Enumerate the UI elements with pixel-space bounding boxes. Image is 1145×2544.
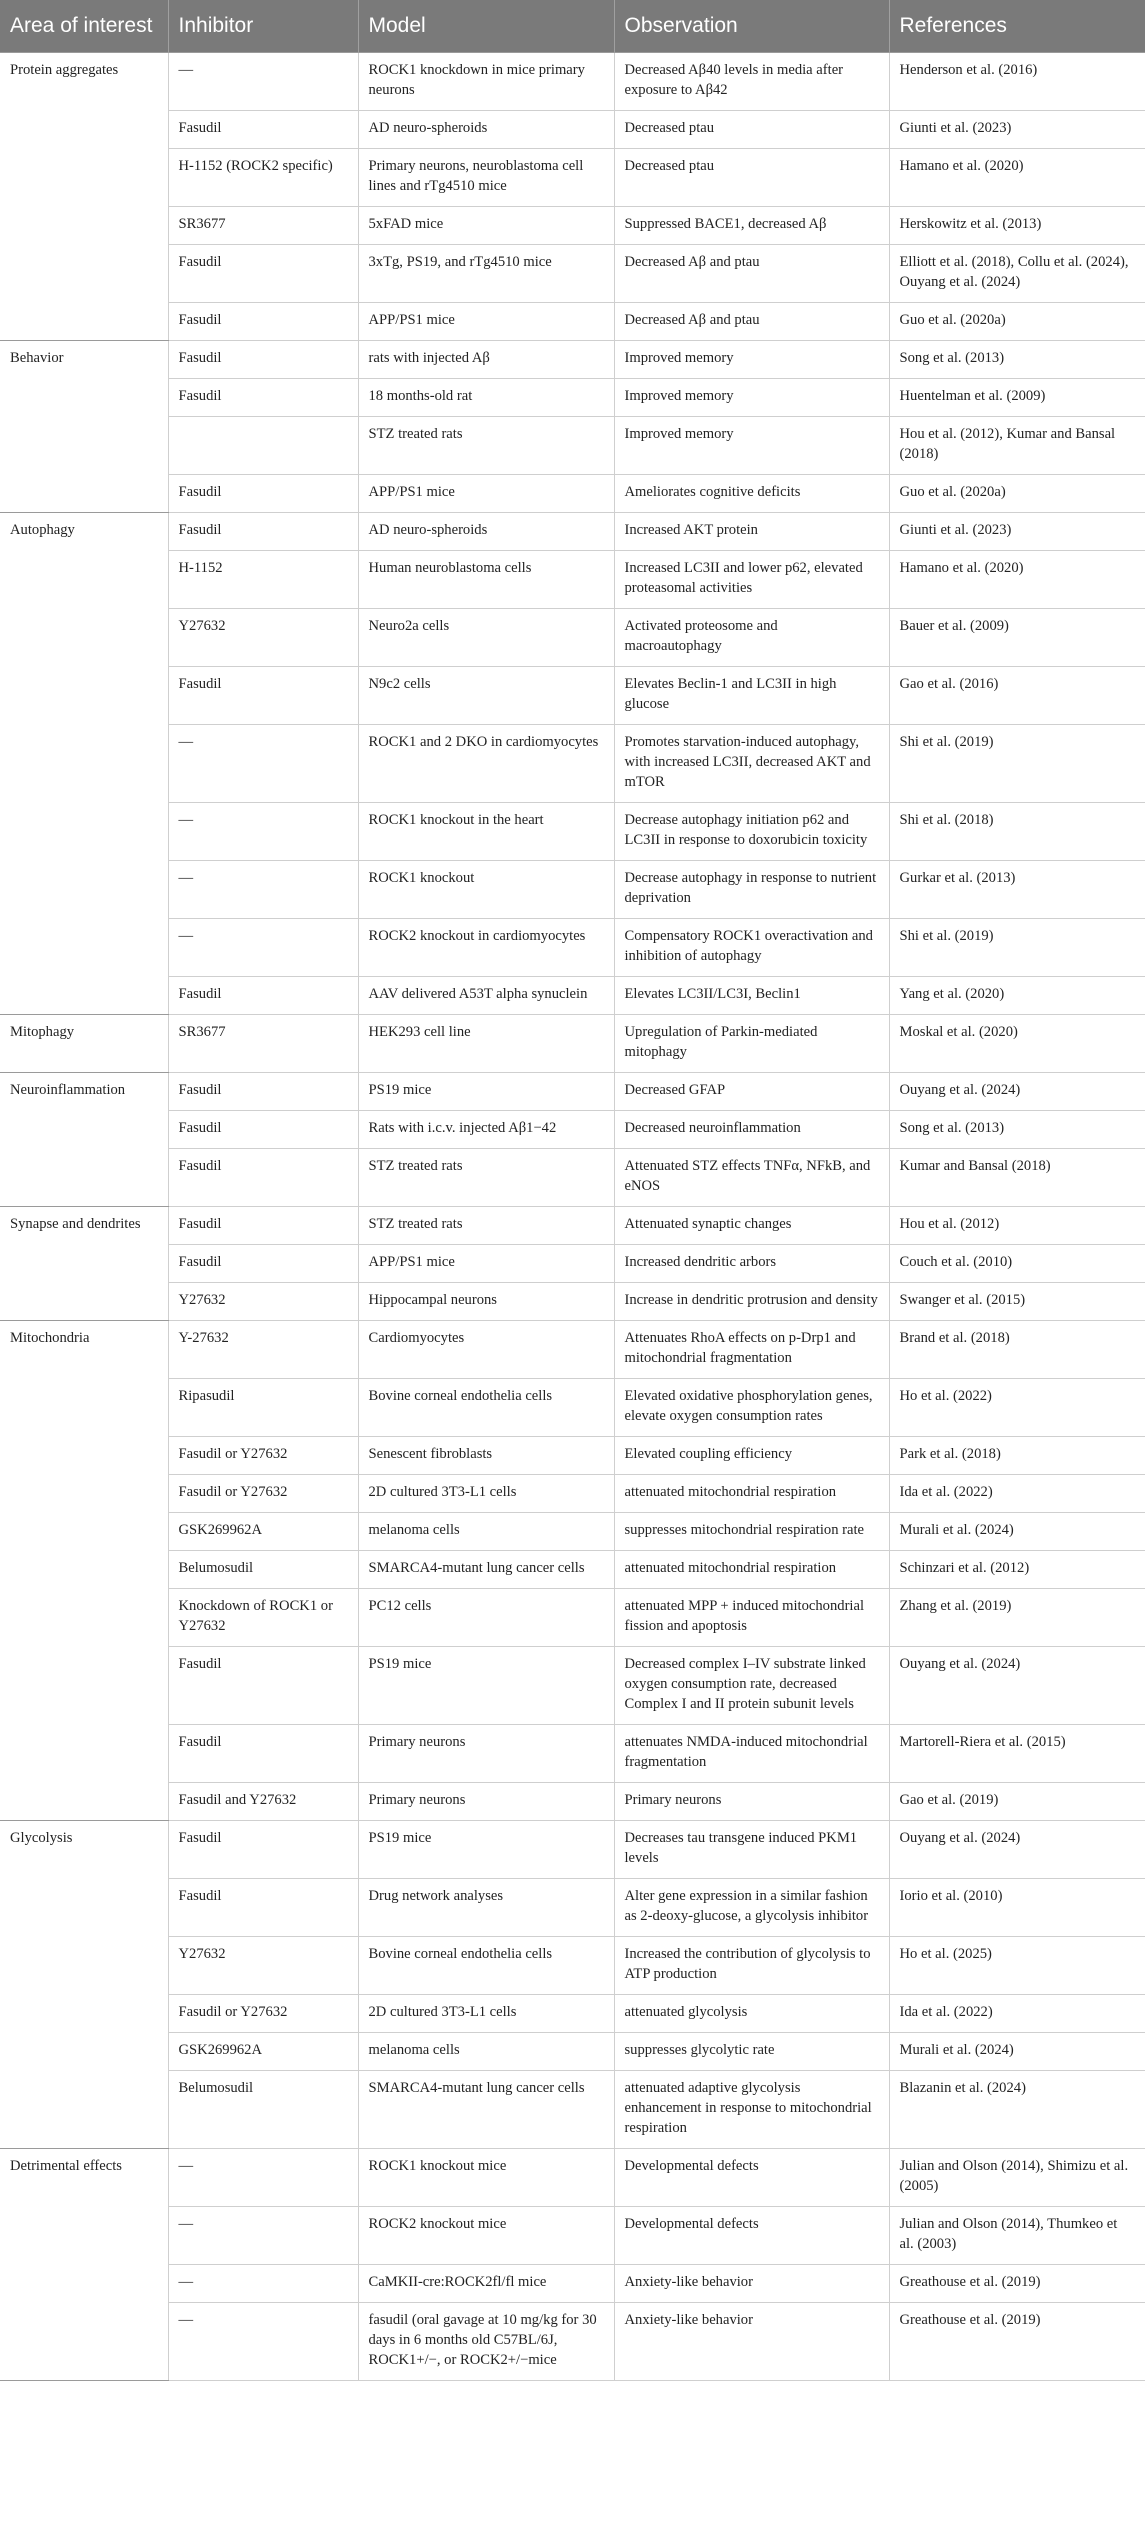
observation-cell: Compensatory ROCK1 overactivation and inhibition of autophagy — [614, 919, 889, 977]
inhibitor-cell: Fasudil — [168, 341, 358, 379]
reference-cell: Song et al. (2013) — [889, 341, 1145, 379]
model-cell: ROCK2 knockout in cardiomyocytes — [358, 919, 614, 977]
model-cell: 2D cultured 3T3-L1 cells — [358, 1995, 614, 2033]
model-cell: Primary neurons — [358, 1725, 614, 1783]
reference-cell: Guo et al. (2020a) — [889, 303, 1145, 341]
reference-cell: Ouyang et al. (2024) — [889, 1821, 1145, 1879]
observation-cell: Decrease autophagy initiation p62 and LC3II in response to doxorubicin toxicity — [614, 803, 889, 861]
observation-cell: Increased AKT protein — [614, 513, 889, 551]
reference-cell: Ouyang et al. (2024) — [889, 1073, 1145, 1111]
area-of-interest-cell: Neuroinflammation — [0, 1073, 168, 1207]
table-row — [0, 551, 1145, 609]
table-row — [0, 2207, 1145, 2265]
model-cell: Hippocampal neurons — [358, 1283, 614, 1321]
reference-cell: Hamano et al. (2020) — [889, 149, 1145, 207]
inhibitor-cell: Fasudil — [168, 111, 358, 149]
area-of-interest-cell: Synapse and dendrites — [0, 1207, 168, 1321]
model-cell: N9c2 cells — [358, 667, 614, 725]
table-row — [0, 1015, 1145, 1073]
observation-cell: Anxiety-like behavior — [614, 2303, 889, 2381]
inhibitor-cell: Y27632 — [168, 609, 358, 667]
inhibitor-cell: Fasudil — [168, 1207, 358, 1245]
model-cell: AD neuro-spheroids — [358, 111, 614, 149]
reference-cell: Greathouse et al. (2019) — [889, 2265, 1145, 2303]
reference-cell: Ida et al. (2022) — [889, 1995, 1145, 2033]
observation-cell: Attenuated synaptic changes — [614, 1207, 889, 1245]
table-row — [0, 303, 1145, 341]
table-row — [0, 1149, 1145, 1207]
model-cell: ROCK1 knockdown in mice primary neurons — [358, 53, 614, 111]
model-cell: PS19 mice — [358, 1073, 614, 1111]
observation-cell: attenuated mitochondrial respiration — [614, 1475, 889, 1513]
table-row — [0, 1937, 1145, 1995]
observation-cell: suppresses mitochondrial respiration rate — [614, 1513, 889, 1551]
inhibitor-cell: Fasudil — [168, 245, 358, 303]
observation-cell: Decrease autophagy in response to nutrient deprivation — [614, 861, 889, 919]
observation-cell: Increase in dendritic protrusion and density — [614, 1283, 889, 1321]
inhibitor-cell: Fasudil — [168, 1879, 358, 1937]
reference-cell: Ida et al. (2022) — [889, 1475, 1145, 1513]
table-row — [0, 1111, 1145, 1149]
table-row — [0, 667, 1145, 725]
model-cell: ROCK1 and 2 DKO in cardiomyocytes — [358, 725, 614, 803]
observation-cell: Upregulation of Parkin-mediated mitophagy — [614, 1015, 889, 1073]
reference-cell: Swanger et al. (2015) — [889, 1283, 1145, 1321]
reference-cell: Yang et al. (2020) — [889, 977, 1145, 1015]
table-row — [0, 609, 1145, 667]
model-cell: SMARCA4-mutant lung cancer cells — [358, 2071, 614, 2149]
inhibitor-cell: Belumosudil — [168, 2071, 358, 2149]
observation-cell: Activated proteosome and macroautophagy — [614, 609, 889, 667]
inhibitor-cell: — — [168, 2265, 358, 2303]
table-row — [0, 2265, 1145, 2303]
inhibitor-cell: — — [168, 919, 358, 977]
reference-cell: Hou et al. (2012) — [889, 1207, 1145, 1245]
table-row — [0, 1551, 1145, 1589]
area-of-interest-cell: Behavior — [0, 341, 168, 513]
inhibitor-cell: — — [168, 2207, 358, 2265]
observation-cell: Decreased complex I–IV substrate linked oxygen consumption rate, decreased Complex I and II protein subunit levels — [614, 1647, 889, 1725]
table-row — [0, 1821, 1145, 1879]
observation-cell: Improved memory — [614, 417, 889, 475]
inhibitor-cell: Fasudil — [168, 977, 358, 1015]
reference-cell: Julian and Olson (2014), Thumkeo et al. (2003) — [889, 2207, 1145, 2265]
table-row — [0, 53, 1145, 111]
model-cell: AD neuro-spheroids — [358, 513, 614, 551]
reference-cell: Ho et al. (2025) — [889, 1937, 1145, 1995]
table-row — [0, 513, 1145, 551]
model-cell: SMARCA4-mutant lung cancer cells — [358, 1551, 614, 1589]
model-cell: melanoma cells — [358, 1513, 614, 1551]
inhibitor-cell: SR3677 — [168, 1015, 358, 1073]
header-references: References — [889, 0, 1145, 53]
model-cell: ROCK2 knockout mice — [358, 2207, 614, 2265]
inhibitor-cell: Fasudil or Y27632 — [168, 1475, 358, 1513]
observation-cell: Increased dendritic arbors — [614, 1245, 889, 1283]
inhibitor-cell: Fasudil — [168, 667, 358, 725]
observation-cell: suppresses glycolytic rate — [614, 2033, 889, 2071]
model-cell: PS19 mice — [358, 1821, 614, 1879]
model-cell: Cardiomyocytes — [358, 1321, 614, 1379]
inhibitor-cell: Ripasudil — [168, 1379, 358, 1437]
inhibitor-cell: Fasudil — [168, 303, 358, 341]
table-row — [0, 1379, 1145, 1437]
observation-cell: Developmental defects — [614, 2207, 889, 2265]
inhibitor-cell: GSK269962A — [168, 1513, 358, 1551]
inhibitor-cell: — — [168, 725, 358, 803]
header-row — [0, 0, 1145, 53]
table-row — [0, 1475, 1145, 1513]
inhibitor-cell: Y27632 — [168, 1937, 358, 1995]
table-row — [0, 379, 1145, 417]
observation-cell: attenuated glycolysis — [614, 1995, 889, 2033]
table-row — [0, 919, 1145, 977]
reference-cell: Bauer et al. (2009) — [889, 609, 1145, 667]
model-cell: rats with injected Aβ — [358, 341, 614, 379]
model-cell: APP/PS1 mice — [358, 303, 614, 341]
table-row — [0, 1647, 1145, 1725]
observation-cell: Decreased ptau — [614, 111, 889, 149]
observation-cell: Developmental defects — [614, 2149, 889, 2207]
observation-cell: Increased the contribution of glycolysis to ATP production — [614, 1937, 889, 1995]
observation-cell: Elevated oxidative phosphorylation genes, elevate oxygen consumption rates — [614, 1379, 889, 1437]
inhibitor-cell: — — [168, 2303, 358, 2381]
table-row — [0, 1321, 1145, 1379]
header-area: Area of interest — [0, 0, 168, 53]
observation-cell: Elevates LC3II/LC3I, Beclin1 — [614, 977, 889, 1015]
inhibitor-cell: Fasudil — [168, 513, 358, 551]
model-cell: Primary neurons — [358, 1783, 614, 1821]
inhibitor-cell: Fasudil or Y27632 — [168, 1437, 358, 1475]
reference-cell: Ho et al. (2022) — [889, 1379, 1145, 1437]
inhibitor-cell: SR3677 — [168, 207, 358, 245]
table-row — [0, 475, 1145, 513]
model-cell: APP/PS1 mice — [358, 475, 614, 513]
header-observation: Observation — [614, 0, 889, 53]
observation-cell: Improved memory — [614, 341, 889, 379]
table-row — [0, 1589, 1145, 1647]
table-header — [0, 0, 1145, 53]
observation-cell: attenuated MPP + induced mitochondrial fission and apoptosis — [614, 1589, 889, 1647]
area-of-interest-cell: Mitochondria — [0, 1321, 168, 1821]
table-row — [0, 245, 1145, 303]
reference-cell: Hamano et al. (2020) — [889, 551, 1145, 609]
model-cell: Bovine corneal endothelia cells — [358, 1379, 614, 1437]
model-cell: 5xFAD mice — [358, 207, 614, 245]
observation-cell: Decreases tau transgene induced PKM1 levels — [614, 1821, 889, 1879]
reference-cell: Herskowitz et al. (2013) — [889, 207, 1145, 245]
table-row — [0, 1725, 1145, 1783]
table-row — [0, 1783, 1145, 1821]
reference-cell: Moskal et al. (2020) — [889, 1015, 1145, 1073]
table-row — [0, 1245, 1145, 1283]
reference-cell: Gurkar et al. (2013) — [889, 861, 1145, 919]
reference-cell: Henderson et al. (2016) — [889, 53, 1145, 111]
reference-cell: Murali et al. (2024) — [889, 2033, 1145, 2071]
reference-cell: Huentelman et al. (2009) — [889, 379, 1145, 417]
inhibitor-cell: GSK269962A — [168, 2033, 358, 2071]
model-cell: 3xTg, PS19, and rTg4510 mice — [358, 245, 614, 303]
reference-cell: Greathouse et al. (2019) — [889, 2303, 1145, 2381]
model-cell: CaMKII-cre:ROCK2fl/fl mice — [358, 2265, 614, 2303]
model-cell: ROCK1 knockout mice — [358, 2149, 614, 2207]
table-row — [0, 1995, 1145, 2033]
model-cell: PS19 mice — [358, 1647, 614, 1725]
inhibitor-cell: — — [168, 53, 358, 111]
reference-cell: Murali et al. (2024) — [889, 1513, 1145, 1551]
reference-cell: Elliott et al. (2018), Collu et al. (2024), Ouyang et al. (2024) — [889, 245, 1145, 303]
reference-cell: Guo et al. (2020a) — [889, 475, 1145, 513]
header-inhibitor: Inhibitor — [168, 0, 358, 53]
model-cell: APP/PS1 mice — [358, 1245, 614, 1283]
inhibitor-cell: Fasudil — [168, 379, 358, 417]
table-row — [0, 803, 1145, 861]
observation-cell: Promotes starvation-induced autophagy, with increased LC3II, decreased AKT and mTOR — [614, 725, 889, 803]
inhibitor-cell: Fasudil — [168, 1725, 358, 1783]
observation-cell: attenuated adaptive glycolysis enhancement in response to mitochondrial respiration — [614, 2071, 889, 2149]
reference-cell: Martorell-Riera et al. (2015) — [889, 1725, 1145, 1783]
reference-cell: Kumar and Bansal (2018) — [889, 1149, 1145, 1207]
inhibitor-cell: — — [168, 803, 358, 861]
reference-cell: Shi et al. (2019) — [889, 725, 1145, 803]
model-cell: Senescent fibroblasts — [358, 1437, 614, 1475]
observation-cell: Ameliorates cognitive deficits — [614, 475, 889, 513]
table-row — [0, 2071, 1145, 2149]
reference-cell: Gao et al. (2019) — [889, 1783, 1145, 1821]
inhibitor-cell: Fasudil — [168, 1111, 358, 1149]
area-of-interest-cell: Protein aggregates — [0, 53, 168, 341]
table-row — [0, 417, 1145, 475]
model-cell: melanoma cells — [358, 2033, 614, 2071]
inhibitor-cell: Knockdown of ROCK1 or Y27632 — [168, 1589, 358, 1647]
table-row — [0, 2149, 1145, 2207]
reference-cell: Hou et al. (2012), Kumar and Bansal (2018) — [889, 417, 1145, 475]
header-model: Model — [358, 0, 614, 53]
table-row — [0, 149, 1145, 207]
reference-cell: Ouyang et al. (2024) — [889, 1647, 1145, 1725]
table-row — [0, 2033, 1145, 2071]
model-cell: 18 months-old rat — [358, 379, 614, 417]
model-cell: STZ treated rats — [358, 1149, 614, 1207]
table-row — [0, 207, 1145, 245]
table-row — [0, 2303, 1145, 2381]
observation-cell: Alter gene expression in a similar fashion as 2-deoxy-glucose, a glycolysis inhibitor — [614, 1879, 889, 1937]
inhibitor-cell: Y-27632 — [168, 1321, 358, 1379]
observation-cell: Increased LC3II and lower p62, elevated proteasomal activities — [614, 551, 889, 609]
reference-cell: Couch et al. (2010) — [889, 1245, 1145, 1283]
reference-cell: Blazanin et al. (2024) — [889, 2071, 1145, 2149]
model-cell: ROCK1 knockout — [358, 861, 614, 919]
table-row — [0, 341, 1145, 379]
reference-cell: Shi et al. (2018) — [889, 803, 1145, 861]
model-cell: Drug network analyses — [358, 1879, 614, 1937]
area-of-interest-cell: Glycolysis — [0, 1821, 168, 2149]
model-cell: fasudil (oral gavage at 10 mg/kg for 30 days in 6 months old C57BL/6J, ROCK1+/−, or ROCK2+/−mice — [358, 2303, 614, 2381]
reference-cell: Song et al. (2013) — [889, 1111, 1145, 1149]
observation-cell: Attenuated STZ effects TNFα, NFkB, and eNOS — [614, 1149, 889, 1207]
reference-cell: Schinzari et al. (2012) — [889, 1551, 1145, 1589]
model-cell: ROCK1 knockout in the heart — [358, 803, 614, 861]
reference-cell: Julian and Olson (2014), Shimizu et al. (2005) — [889, 2149, 1145, 2207]
reference-cell: Gao et al. (2016) — [889, 667, 1145, 725]
inhibitor-cell: — — [168, 861, 358, 919]
inhibitor-cell: Fasudil — [168, 1245, 358, 1283]
model-cell: STZ treated rats — [358, 1207, 614, 1245]
inhibitor-cell: Fasudil — [168, 475, 358, 513]
reference-cell: Shi et al. (2019) — [889, 919, 1145, 977]
table-row — [0, 1283, 1145, 1321]
model-cell: Primary neurons, neuroblastoma cell lines and rTg4510 mice — [358, 149, 614, 207]
model-cell: Neuro2a cells — [358, 609, 614, 667]
observation-cell: Suppressed BACE1, decreased Aβ — [614, 207, 889, 245]
observation-cell: Decreased GFAP — [614, 1073, 889, 1111]
inhibitor-cell: Y27632 — [168, 1283, 358, 1321]
inhibitor-cell: H-1152 — [168, 551, 358, 609]
table-row — [0, 111, 1145, 149]
area-of-interest-cell: Mitophagy — [0, 1015, 168, 1073]
observation-cell: attenuates NMDA-induced mitochondrial fragmentation — [614, 1725, 889, 1783]
table-row — [0, 1207, 1145, 1245]
reference-cell: Giunti et al. (2023) — [889, 111, 1145, 149]
inhibitor-cell — [168, 417, 358, 475]
inhibitor-cell: Fasudil — [168, 1821, 358, 1879]
table-row — [0, 1879, 1145, 1937]
area-of-interest-cell: Detrimental effects — [0, 2149, 168, 2381]
model-cell: HEK293 cell line — [358, 1015, 614, 1073]
model-cell: 2D cultured 3T3-L1 cells — [358, 1475, 614, 1513]
observation-cell: Primary neurons — [614, 1783, 889, 1821]
reference-cell: Brand et al. (2018) — [889, 1321, 1145, 1379]
observation-cell: Improved memory — [614, 379, 889, 417]
table-row — [0, 1513, 1145, 1551]
observation-cell: Elevated coupling efficiency — [614, 1437, 889, 1475]
model-cell: STZ treated rats — [358, 417, 614, 475]
reference-cell: Park et al. (2018) — [889, 1437, 1145, 1475]
model-cell: AAV delivered A53T alpha synuclein — [358, 977, 614, 1015]
model-cell: PC12 cells — [358, 1589, 614, 1647]
area-of-interest-cell: Autophagy — [0, 513, 168, 1015]
inhibitor-cell: — — [168, 2149, 358, 2207]
model-cell: Rats with i.c.v. injected Aβ1−42 — [358, 1111, 614, 1149]
inhibitor-cell: Fasudil — [168, 1647, 358, 1725]
observation-cell: Decreased Aβ and ptau — [614, 303, 889, 341]
observation-cell: Elevates Beclin-1 and LC3II in high glucose — [614, 667, 889, 725]
observation-cell: Decreased ptau — [614, 149, 889, 207]
inhibitor-cell: Fasudil or Y27632 — [168, 1995, 358, 2033]
inhibitor-cell: Fasudil and Y27632 — [168, 1783, 358, 1821]
table-row — [0, 977, 1145, 1015]
inhibitor-cell: Fasudil — [168, 1149, 358, 1207]
reference-cell: Iorio et al. (2010) — [889, 1879, 1145, 1937]
reference-cell: Zhang et al. (2019) — [889, 1589, 1145, 1647]
observation-cell: Attenuates RhoA effects on p-Drp1 and mitochondrial fragmentation — [614, 1321, 889, 1379]
table-row — [0, 725, 1145, 803]
model-cell: Bovine corneal endothelia cells — [358, 1937, 614, 1995]
table-row — [0, 1437, 1145, 1475]
observation-cell: Decreased Aβ and ptau — [614, 245, 889, 303]
model-cell: Human neuroblastoma cells — [358, 551, 614, 609]
observation-cell: attenuated mitochondrial respiration — [614, 1551, 889, 1589]
observation-cell: Decreased neuroinflammation — [614, 1111, 889, 1149]
table-row — [0, 861, 1145, 919]
table-body — [0, 53, 1145, 2381]
inhibitor-cell: Fasudil — [168, 1073, 358, 1111]
observation-cell: Anxiety-like behavior — [614, 2265, 889, 2303]
reference-cell: Giunti et al. (2023) — [889, 513, 1145, 551]
inhibitor-cell: H-1152 (ROCK2 specific) — [168, 149, 358, 207]
observation-cell: Decreased Aβ40 levels in media after exposure to Aβ42 — [614, 53, 889, 111]
table-row — [0, 1073, 1145, 1111]
inhibitor-cell: Belumosudil — [168, 1551, 358, 1589]
